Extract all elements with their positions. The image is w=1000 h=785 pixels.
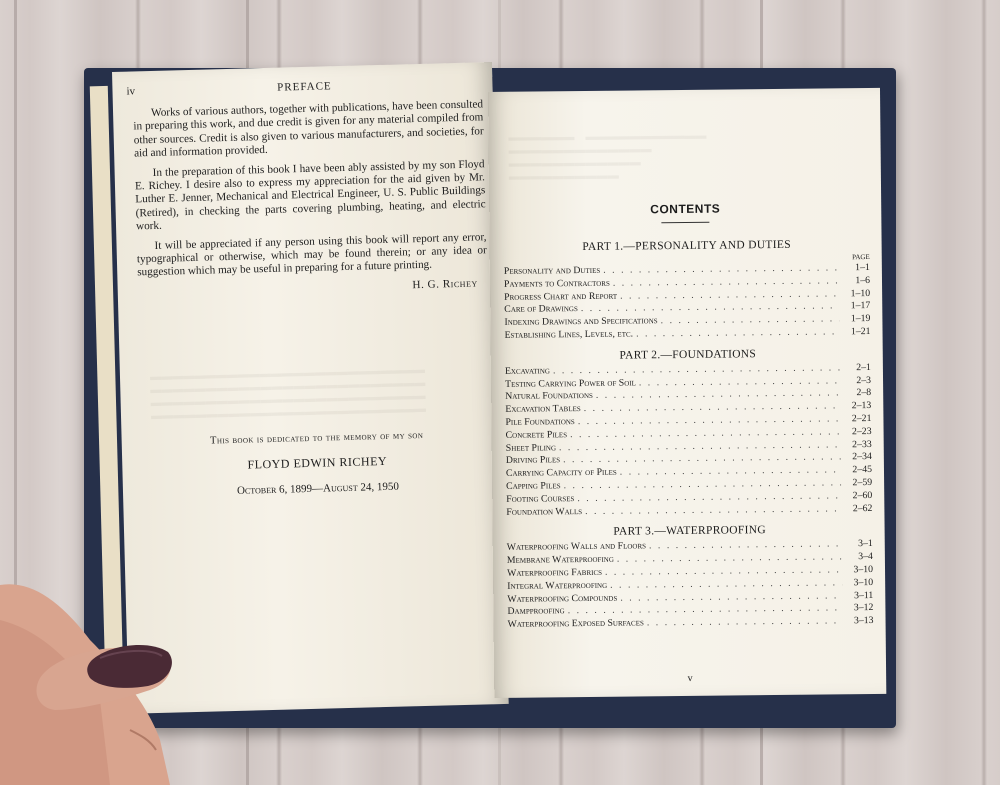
toc-entry-page: 2–34 bbox=[852, 451, 872, 463]
part-heading: PART 1.—PERSONALITY AND DUTIES bbox=[582, 238, 791, 254]
toc-entry-page: 1–10 bbox=[850, 287, 871, 299]
preface-paragraph: In the preparation of this book I have been ably assisted by my son Floyd E. Richey. I desire also to express my appreciation for the aid given by Mr. Luther E. Jenner, Mechanical and Electrical Engineer, U. S. Public Buildings (Retired), in checking the parts covering plumbing, heating, and electric work. bbox=[134, 157, 486, 233]
leader-dots bbox=[553, 362, 840, 376]
toc-entry-page: 1–1 bbox=[855, 262, 870, 274]
toc-entry-title: Concrete Piles bbox=[505, 428, 568, 441]
leader-dots bbox=[563, 452, 841, 466]
leader-dots bbox=[581, 301, 840, 315]
preface-paragraph: Works of various authors, together with publications, have been consulted in preparing this work, and due credit is given for any material compiled from other sources. Credit is also given to various manufacturers, and societies, for aid and information provided. bbox=[133, 98, 484, 160]
leader-dots bbox=[620, 288, 839, 301]
toc-entry-title: Foundation Walls bbox=[506, 505, 583, 518]
toc-entry-title: Excavating bbox=[504, 365, 550, 377]
toc-entry-title: Pile Foundations bbox=[505, 416, 575, 428]
dedication bbox=[142, 428, 494, 499]
toc-entry-page: 2–62 bbox=[852, 502, 873, 514]
leader-dots bbox=[636, 326, 840, 339]
toc-entry-page: 1–17 bbox=[850, 300, 871, 312]
toc-entry-title: Testing Carrying Power of Soil bbox=[505, 377, 636, 390]
leader-dots bbox=[585, 503, 841, 517]
leader-dots bbox=[559, 439, 841, 453]
leader-dots bbox=[584, 401, 841, 415]
leader-dots bbox=[649, 539, 842, 552]
toc-entry-title: Membrane Waterproofing bbox=[506, 553, 614, 566]
leader-dots bbox=[603, 262, 839, 275]
leader-dots bbox=[613, 275, 839, 288]
table-of-contents bbox=[504, 234, 874, 632]
toc-entry-page: 2–45 bbox=[852, 464, 873, 476]
toc-entry-title: Carrying Capacity of Piles bbox=[505, 466, 617, 479]
toc-entry-page: 3–13 bbox=[853, 615, 874, 627]
leader-dots bbox=[661, 314, 840, 327]
toc-entry bbox=[504, 326, 870, 343]
toc-entry-page: 3–11 bbox=[853, 589, 874, 601]
toc-entry-title: Waterproofing Walls and Floors bbox=[506, 540, 647, 554]
toc-entry-title: Driving Piles bbox=[505, 454, 561, 467]
toc-entry-page: 3–1 bbox=[857, 538, 873, 550]
toc-entry-page: 3–12 bbox=[853, 602, 874, 614]
toc-entry-page: 2–13 bbox=[851, 400, 872, 412]
toc-entry-page: 2–59 bbox=[852, 476, 873, 489]
toc-entry-title: Sheet Piling bbox=[505, 441, 557, 454]
toc-entry-title: Waterproofing Compounds bbox=[507, 592, 618, 605]
leader-dots bbox=[605, 564, 842, 577]
toc-entry-page: 2–1 bbox=[856, 361, 871, 373]
toc-entry bbox=[506, 503, 872, 520]
page-heading: PREFACE bbox=[277, 80, 332, 94]
running-head bbox=[126, 76, 482, 98]
part-heading: PART 3.—WATERPROOFING bbox=[613, 524, 766, 539]
toc-entry-page: 3–10 bbox=[853, 563, 874, 576]
dedication-name: FLOYD EDWIN RICHEY bbox=[247, 453, 388, 472]
toc-entry-title: Waterproofing Exposed Surfaces bbox=[507, 617, 644, 630]
dedication-dates: October 6, 1899—August 24, 1950 bbox=[236, 480, 400, 497]
hand bbox=[0, 560, 180, 785]
page-number: iv bbox=[126, 85, 136, 98]
page-folio: v bbox=[687, 672, 693, 684]
contents-title: CONTENTS bbox=[650, 201, 721, 217]
page-column-label: PAGE bbox=[852, 253, 870, 262]
toc-entry-title: Natural Foundations bbox=[505, 390, 593, 403]
leader-dots bbox=[620, 464, 841, 477]
toc-entry-title: Footing Courses bbox=[506, 492, 575, 505]
toc-entry-title: Capping Piles bbox=[506, 480, 561, 492]
toc-entry-page: 2–60 bbox=[852, 489, 873, 501]
leader-dots bbox=[620, 590, 842, 603]
toc-entry-page: 2–23 bbox=[851, 425, 872, 437]
toc-entry-page: 1–19 bbox=[850, 313, 871, 325]
leader-dots bbox=[568, 603, 843, 617]
toc-entry-page: 3–4 bbox=[858, 551, 873, 563]
toc-entry-page: 2–3 bbox=[856, 374, 872, 386]
leader-dots bbox=[647, 615, 843, 628]
bleed-through-text: ▬▬▬▬▬▬▬▬▬▬▬▬▬▬▬▬▬▬▬▬▬▬▬▬▬ ▬▬▬▬▬▬▬▬▬▬▬▬▬▬▬▬▬▬▬▬▬▬▬▬▬ ▬▬▬▬▬▬▬▬▬▬▬▬▬▬▬▬▬▬▬▬▬▬▬▬▬ ▬▬▬▬▬▬▬▬▬▬▬▬▬▬▬▬▬▬▬▬▬▬▬▬▬ bbox=[149, 363, 427, 423]
bleed-through-text: ▬▬▬▬▬▬ ▬▬▬▬▬▬▬▬▬▬▬ ▬▬▬▬▬▬▬▬▬▬▬▬▬ ▬▬▬▬▬▬▬▬▬▬▬▬ ▬▬▬▬▬▬▬▬▬▬ bbox=[508, 129, 707, 183]
leader-dots bbox=[564, 477, 842, 491]
toc-entry-title: Progress Chart and Report bbox=[504, 290, 618, 303]
dedication-line: This book is dedicated to the memory of my son bbox=[209, 429, 424, 447]
toc-entry-title: Excavation Tables bbox=[505, 403, 581, 416]
leader-dots bbox=[570, 426, 841, 440]
preface-paragraph: It will be appreciated if any person using this book will report any error, typographical or otherwise, which may be found therein; or any idea or suggestion which may be useful in preparing for a future printing. bbox=[136, 230, 487, 279]
leader-dots bbox=[639, 375, 840, 388]
toc-entry bbox=[508, 615, 874, 632]
toc-entry-title: Establishing Lines, Levels, etc. bbox=[504, 328, 634, 341]
toc-entry-page: 2–33 bbox=[852, 438, 872, 450]
toc-entry-page: 1–21 bbox=[850, 325, 871, 338]
toc-entry-title: Care of Drawings bbox=[504, 303, 578, 316]
leader-dots bbox=[617, 551, 842, 564]
leader-dots bbox=[577, 490, 841, 504]
toc-entry-title: Payments to Contractors bbox=[503, 277, 610, 290]
toc-entry-title: Integral Waterproofing bbox=[507, 579, 608, 592]
toc-entry-title: Waterproofing Fabrics bbox=[506, 566, 603, 579]
leader-dots bbox=[610, 577, 842, 590]
toc-entry-page: 1–6 bbox=[855, 274, 871, 286]
toc-entry-title: Dampproofing bbox=[507, 605, 565, 618]
toc-entry-title: Indexing Drawings and Specifications bbox=[504, 315, 658, 329]
author-signature: H. G. Richey bbox=[412, 277, 478, 292]
part-heading: PART 2.—FOUNDATIONS bbox=[619, 347, 757, 362]
preface-body bbox=[133, 98, 488, 299]
right-page bbox=[488, 88, 886, 698]
leader-dots bbox=[578, 413, 841, 427]
toc-entry-page: 2–21 bbox=[851, 412, 872, 425]
title-rule bbox=[661, 222, 709, 224]
toc-entry-page: 3–10 bbox=[853, 576, 874, 588]
toc-entry-page: 2–8 bbox=[856, 387, 872, 399]
toc-entry-title: Personality and Duties bbox=[503, 264, 601, 277]
leader-dots bbox=[596, 388, 840, 402]
